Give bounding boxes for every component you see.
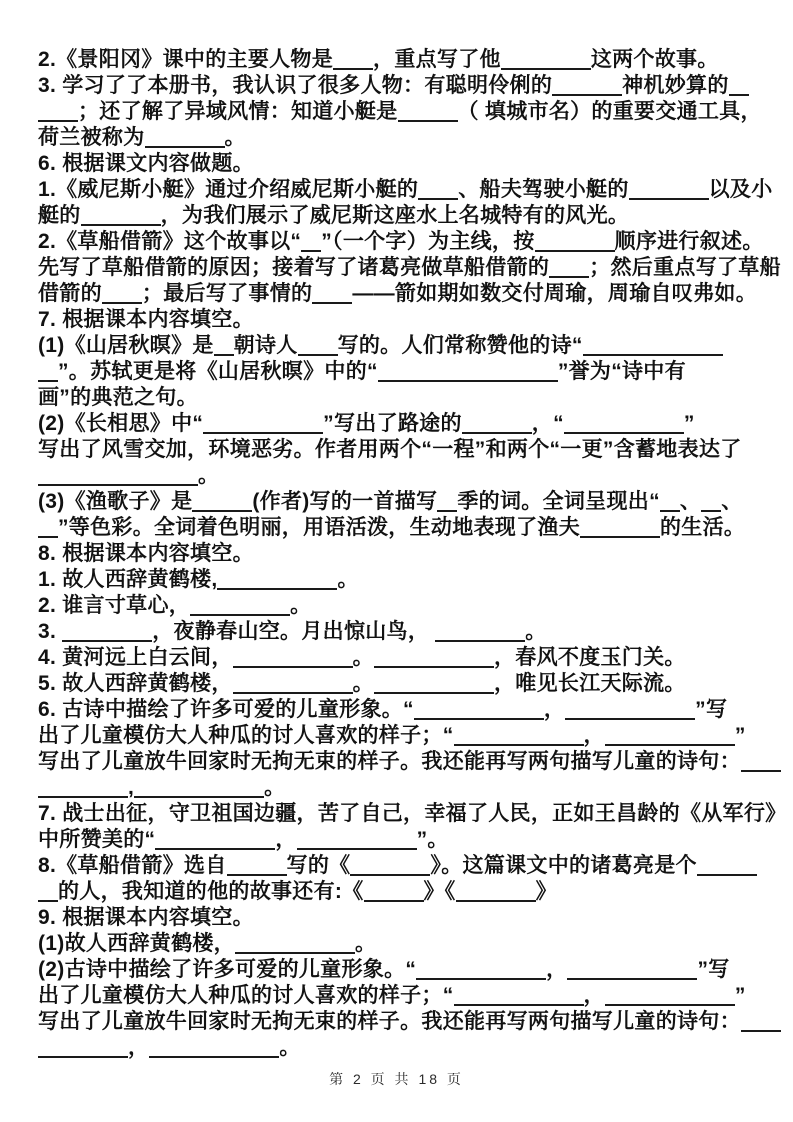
fill-in-blank bbox=[741, 756, 781, 772]
fill-in-blank bbox=[567, 964, 697, 980]
fill-in-blank bbox=[501, 54, 591, 70]
text-line: 的人，我知道的他的故事还有:《 》《 》 bbox=[38, 879, 773, 905]
fill-in-blank bbox=[155, 834, 275, 850]
fill-in-blank bbox=[214, 340, 234, 356]
text-line: 中所赞美的“ ， ”。 bbox=[38, 828, 449, 851]
text-line: (3)《渔歌子》是 (作者)写的一首描写 季的词。全词呈现出“ 、 、 bbox=[38, 490, 743, 513]
text-line: 先写了草船借箭的原因；接着写了诸葛亮做草船借箭的 ；然后重点写了草船 bbox=[38, 256, 781, 279]
fill-in-blank bbox=[549, 262, 589, 278]
text-line: 9. 根据课本内容填空。 bbox=[38, 906, 254, 929]
fill-in-blank bbox=[301, 236, 321, 252]
fill-in-blank bbox=[583, 340, 723, 356]
text-line: 7. 战士出征，守卫祖国边疆，苦了自己，幸福了人民，正如王昌龄的《从军行》 bbox=[38, 802, 787, 825]
text-line: 写出了儿童放牛回家时无拘无束的样子。我还能再写两句描写儿童的诗句： bbox=[38, 1009, 773, 1035]
text-line: 8. 根据课本内容填空。 bbox=[38, 542, 254, 565]
fill-in-blank bbox=[416, 964, 546, 980]
fill-in-blank bbox=[38, 782, 128, 798]
page-footer bbox=[0, 1069, 793, 1089]
text-line: 。 bbox=[38, 463, 773, 489]
fill-in-blank bbox=[297, 834, 417, 850]
text-line: , 。 bbox=[38, 775, 773, 801]
fill-in-blank bbox=[580, 522, 660, 538]
fill-in-blank bbox=[227, 860, 287, 876]
text-line: 7. 根据课本内容填空。 bbox=[38, 308, 254, 331]
document-body bbox=[38, 47, 787, 1061]
text-line: (1)故人西辞黄鹤楼， 。 bbox=[38, 932, 377, 955]
text-line: 8.《草船借箭》选自 写的《 》。这篇课文中的诸葛亮是个 bbox=[38, 853, 773, 879]
fill-in-blank bbox=[398, 106, 458, 122]
text-line: 艇的 ，为我们展示了威尼斯这座水上名城特有的风光。 bbox=[38, 204, 630, 227]
fill-in-blank bbox=[565, 704, 695, 720]
fill-in-blank bbox=[660, 496, 680, 512]
fill-in-blank bbox=[729, 80, 749, 96]
fill-in-blank bbox=[605, 990, 735, 1006]
fill-in-blank bbox=[564, 418, 684, 434]
text-line: (1)《山居秋暝》是 朝诗人 写的。人们常称赞他的诗“ bbox=[38, 333, 773, 359]
text-line: ， 。 bbox=[38, 1035, 773, 1061]
fill-in-blank bbox=[454, 730, 584, 746]
fill-in-blank bbox=[217, 574, 337, 590]
text-line: 荷兰被称为 。 bbox=[38, 126, 246, 149]
fill-in-blank bbox=[145, 132, 225, 148]
fill-in-blank bbox=[38, 106, 78, 122]
text-line: 出了儿童模仿大人种瓜的讨人喜欢的样子；“ ， ” bbox=[38, 984, 746, 1007]
fill-in-blank bbox=[298, 340, 338, 356]
text-line: 3. 学习了了本册书，我认识了很多人物：有聪明伶俐的 神机妙算的 bbox=[38, 73, 773, 99]
text-line: 写出了儿童放牛回家时无拘无束的样子。我还能再写两句描写儿童的诗句： bbox=[38, 749, 773, 775]
fill-in-blank bbox=[629, 184, 709, 200]
fill-in-blank bbox=[374, 678, 494, 694]
fill-in-blank bbox=[38, 886, 58, 902]
page-number-indicator: 第 2 页 共 18 页 bbox=[329, 1071, 464, 1087]
text-line: 5. 故人西辞黄鹤楼， 。 ，唯见长江天际流。 bbox=[38, 672, 686, 695]
fill-in-blank bbox=[235, 938, 355, 954]
text-line: 1. 故人西辞黄鹤楼, 。 bbox=[38, 568, 359, 591]
text-line: 画”的典范之句。 bbox=[38, 386, 198, 409]
text-line: 2.《草船借箭》这个故事以“ ”（一个字）为主线，按 顺序进行叙述。 bbox=[38, 230, 764, 253]
text-line: ；还了解了异域风情：知道小艇是 （ 填城市名）的重要交通工具， bbox=[38, 99, 773, 125]
fill-in-blank bbox=[462, 418, 532, 434]
fill-in-blank bbox=[605, 730, 735, 746]
fill-in-blank bbox=[437, 496, 457, 512]
fill-in-blank bbox=[435, 626, 525, 642]
fill-in-blank bbox=[456, 886, 536, 902]
fill-in-blank bbox=[350, 860, 430, 876]
text-line: 2. 谁言寸草心， 。 bbox=[38, 594, 312, 617]
text-line: (2)《长相思》中“ ”写出了路途的 ，“ ” bbox=[38, 412, 695, 435]
fill-in-blank bbox=[134, 782, 264, 798]
fill-in-blank bbox=[312, 288, 352, 304]
fill-in-blank bbox=[233, 652, 353, 668]
fill-in-blank bbox=[364, 886, 424, 902]
text-line: ”等色彩。全词着色明丽，用语活泼，生动地表现了渔夫 的生活。 bbox=[38, 515, 773, 541]
text-line: (2)古诗中描绘了许多可爱的儿童形象。“ ， ”写 bbox=[38, 958, 730, 981]
fill-in-blank bbox=[149, 1042, 279, 1058]
fill-in-blank bbox=[203, 418, 323, 434]
fill-in-blank bbox=[333, 54, 373, 70]
text-line: ”。苏轼更是将《山居秋暝》中的“ ”誉为“诗中有 bbox=[38, 359, 773, 385]
fill-in-blank bbox=[701, 496, 721, 512]
fill-in-blank bbox=[454, 990, 584, 1006]
fill-in-blank bbox=[233, 678, 353, 694]
text-line: 3. ，夜静春山空。月出惊山鸟， 。 bbox=[38, 620, 547, 643]
fill-in-blank bbox=[741, 1016, 781, 1032]
text-line: 写出了风雪交加，环境恶劣。作者用两个“一程”和两个“一更”含蓄地表达了 bbox=[38, 438, 742, 461]
fill-in-blank bbox=[418, 184, 458, 200]
fill-in-blank bbox=[38, 1042, 128, 1058]
fill-in-blank bbox=[378, 366, 558, 382]
fill-in-blank bbox=[374, 652, 494, 668]
text-line: 6. 古诗中描绘了许多可爱的儿童形象。“ ， ”写 bbox=[38, 698, 728, 721]
fill-in-blank bbox=[38, 470, 198, 486]
text-line: 2.《景阳冈》课中的主要人物是 ，重点写了他 这两个故事。 bbox=[38, 48, 719, 71]
text-line: 借箭的 ；最后写了事情的 ——箭如期如数交付周瑜，周瑜自叹弗如。 bbox=[38, 282, 758, 305]
fill-in-blank bbox=[81, 210, 161, 226]
fill-in-blank bbox=[535, 236, 615, 252]
fill-in-blank bbox=[190, 600, 290, 616]
text-line: 出了儿童模仿大人种瓜的讨人喜欢的样子；“ ， ” bbox=[38, 724, 746, 747]
text-line: 4. 黄河远上白云间， 。 ，春风不度玉门关。 bbox=[38, 646, 686, 669]
fill-in-blank bbox=[192, 496, 252, 512]
fill-in-blank bbox=[414, 704, 544, 720]
fill-in-blank bbox=[62, 626, 152, 642]
fill-in-blank bbox=[102, 288, 142, 304]
fill-in-blank bbox=[697, 860, 757, 876]
text-line: 6. 根据课文内容做题。 bbox=[38, 152, 254, 175]
text-line: 1.《威尼斯小艇》通过介绍威尼斯小艇的 、船夫驾驶小艇的 以及小 bbox=[38, 178, 773, 201]
fill-in-blank bbox=[552, 80, 622, 96]
fill-in-blank bbox=[38, 366, 58, 382]
fill-in-blank bbox=[38, 522, 58, 538]
